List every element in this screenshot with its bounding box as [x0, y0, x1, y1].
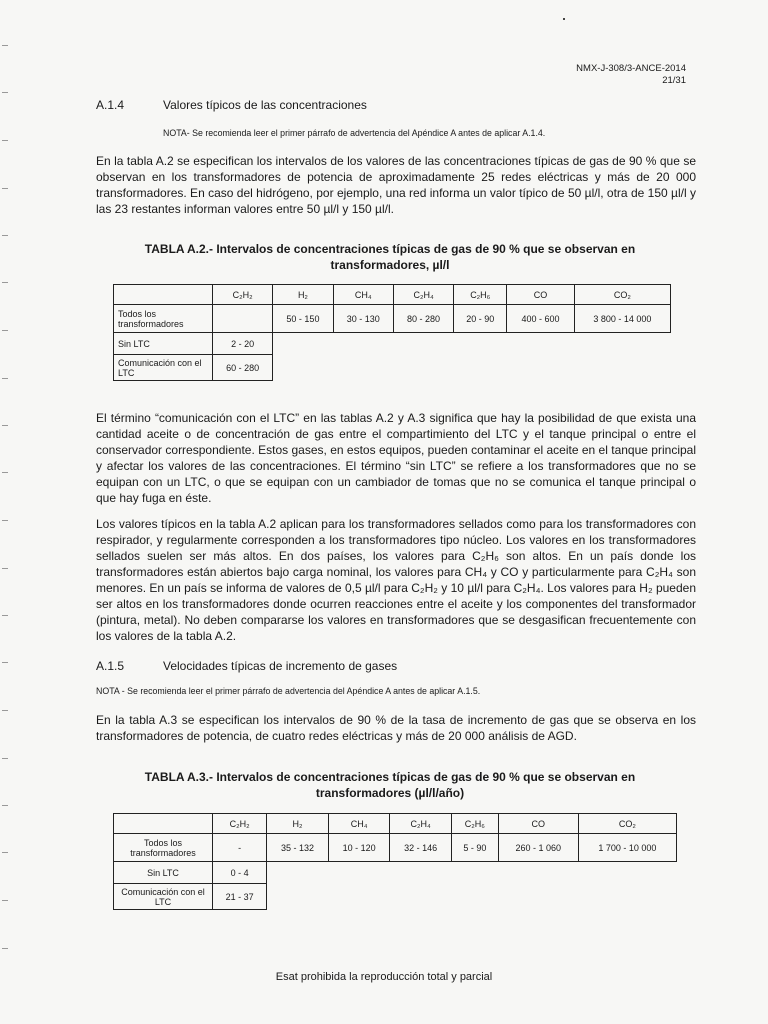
column-header: C₂H₂ [213, 285, 273, 305]
column-header: C₂H₆ [454, 285, 507, 305]
table-a3-caption-line2: transformadores (µl/l/año) [315, 786, 465, 800]
table-a2-caption [110, 241, 670, 273]
table-a2-caption-line1: TABLA A.2.- Intervalos de concentraciones típicas de gas de 90 % que se observan en [144, 242, 636, 256]
table-cell [213, 305, 273, 333]
table-cell: 60 - 280 [213, 355, 273, 381]
column-header: CO₂ [574, 285, 670, 305]
column-header: C₂H₆ [451, 814, 498, 834]
paragraph-a15: En la tabla A.3 se especifican los intervalos de 90 % de la tasa de incremento de gas que se observa en los transformadores de potencia, de cuatro redes eléctricas y más de 20 000 análisis de AGD. [96, 713, 696, 743]
table-row [114, 834, 677, 862]
table-a3-caption [110, 769, 670, 801]
document-header [576, 63, 686, 87]
table-cell: - [213, 834, 267, 862]
table-row [114, 355, 671, 381]
table-cell: 3 800 - 14 000 [574, 305, 670, 333]
nota-a15: NOTA - Se recomienda leer el primer párrafo de advertencia del Apéndice A antes de aplicar A.1.5. [96, 686, 481, 696]
column-header: CO [498, 814, 578, 834]
empty-area [273, 355, 671, 381]
column-header: CH₄ [333, 285, 393, 305]
column-header: C₂H₂ [213, 814, 267, 834]
column-header: CO [507, 285, 574, 305]
table-cell: 80 - 280 [393, 305, 453, 333]
page-footer: Esat prohibida la reproducción total y parcial [275, 971, 493, 983]
table-cell: 260 - 1 060 [498, 834, 578, 862]
table-a2-caption-line2: transformadores, µl/l [330, 258, 450, 272]
section-number-a14: A.1.4 [96, 98, 125, 112]
paragraph-a14: En la tabla A.2 se especifican los intervalos de los valores de las concentraciones típicas de gas de 90 % que se observan en los transformadores de potencia de aproximadamente 25 redes eléctricas y más de 20 000 transformadores. En caso del hidrógeno, por ejemplo, una red informa un valor típico de 50 µl/l, otra de 150 µl/l y las 23 restantes informan valores entre 50 µl/l y 150 µl/l. [96, 154, 696, 216]
table-cell: 10 - 120 [328, 834, 390, 862]
table-a2 [113, 284, 671, 381]
section-title-a15: Velocidades típicas de incremento de gases [163, 659, 398, 673]
table-cell: 2 - 20 [213, 333, 273, 355]
table-cell: 30 - 130 [333, 305, 393, 333]
row-label: Sin LTC [114, 862, 213, 884]
nota-a14: NOTA- Se recomienda leer el primer párrafo de advertencia del Apéndice A antes de aplicar A.1.4. [163, 128, 546, 138]
table-row [114, 884, 677, 910]
table-row [114, 305, 671, 333]
column-header: H₂ [267, 814, 329, 834]
table-cell: 35 - 132 [267, 834, 329, 862]
empty-area [273, 333, 671, 355]
table-row [114, 333, 671, 355]
table-cell: 5 - 90 [451, 834, 498, 862]
table-row [114, 862, 677, 884]
paragraph-ltc: El término “comunicación con el LTC” en las tablas A.2 y A.3 significa que hay la posibilidad de que exista una cantidad aceite o de concentración de gas entre el compartimiento del LTC y el tanque principal o entre el conservador correspondiente. Estos gases, en estos equipos, pueden contaminar el aceite en el tanque principal y afectar los valores de las concentraciones. El término “sin LTC” se refiere a los transformadores que no se equipan con un LTC, o que se equipan con un cambiador de tomas que no se comunica el tanque principal o que hay fuga en éste. [96, 411, 696, 505]
column-header: H₂ [273, 285, 333, 305]
table-corner-cell [114, 285, 213, 305]
table-corner-cell [114, 814, 213, 834]
table-cell: 0 - 4 [213, 862, 267, 884]
margin-marks [0, 0, 10, 1024]
page-number: 21/31 [662, 75, 686, 86]
column-header: C₂H₄ [390, 814, 452, 834]
table-cell: 20 - 90 [454, 305, 507, 333]
column-header: CH₄ [328, 814, 390, 834]
row-label: Comunicación con el LTC [114, 884, 213, 910]
table-cell: 21 - 37 [213, 884, 267, 910]
table-cell: 1 700 - 10 000 [578, 834, 676, 862]
table-header-row [114, 814, 677, 834]
section-number-a15: A.1.5 [96, 659, 125, 673]
empty-area [267, 884, 677, 910]
standard-code: NMX-J-308/3-ANCE-2014 [576, 63, 686, 74]
column-header: C₂H₄ [393, 285, 453, 305]
empty-area [267, 862, 677, 884]
row-label: Todos los transformadores [114, 834, 213, 862]
row-label: Comunicación con el LTC [114, 355, 213, 381]
section-title-a14: Valores típicos de las concentraciones [163, 98, 367, 112]
row-label: Sin LTC [114, 333, 213, 355]
row-label: Todos los transformadores [114, 305, 213, 333]
table-cell: 400 - 600 [507, 305, 574, 333]
table-cell: 32 - 146 [390, 834, 452, 862]
table-cell: 50 - 150 [273, 305, 333, 333]
column-header: CO₂ [578, 814, 676, 834]
scan-dot [563, 18, 565, 20]
table-header-row [114, 285, 671, 305]
table-a3-caption-line1: TABLA A.3.- Intervalos de concentraciones típicas de gas de 90 % que se observan en [144, 770, 636, 784]
paragraph-typical-values: Los valores típicos en la tabla A.2 aplican para los transformadores sellados como para los transformadores con respirador, y regularmente corresponden a los transformadores tipo núcleo. Los valores en los transformadores sellados suelen ser más altos. En dos países, los valores para C₂H₆ son altos. En un país donde los transformadores están abiertos bajo carga nominal, los valores para CH₄ y CO y particularmente para C₂H₄ son menores. En un país se informa de valores de 0,5 µl/l para C₂H₂ y 10 µl/l para C₂H₄. Los valores para H₂ pueden ser altos en los transformadores donde ocurren reacciones entre el aceite y los componentes del transformador (pintura, metal). No deben compararse los valores en transformadores que se desgasifican frecuentemente con los valores de la tabla A.2. [96, 517, 696, 643]
table-a3 [113, 813, 677, 910]
